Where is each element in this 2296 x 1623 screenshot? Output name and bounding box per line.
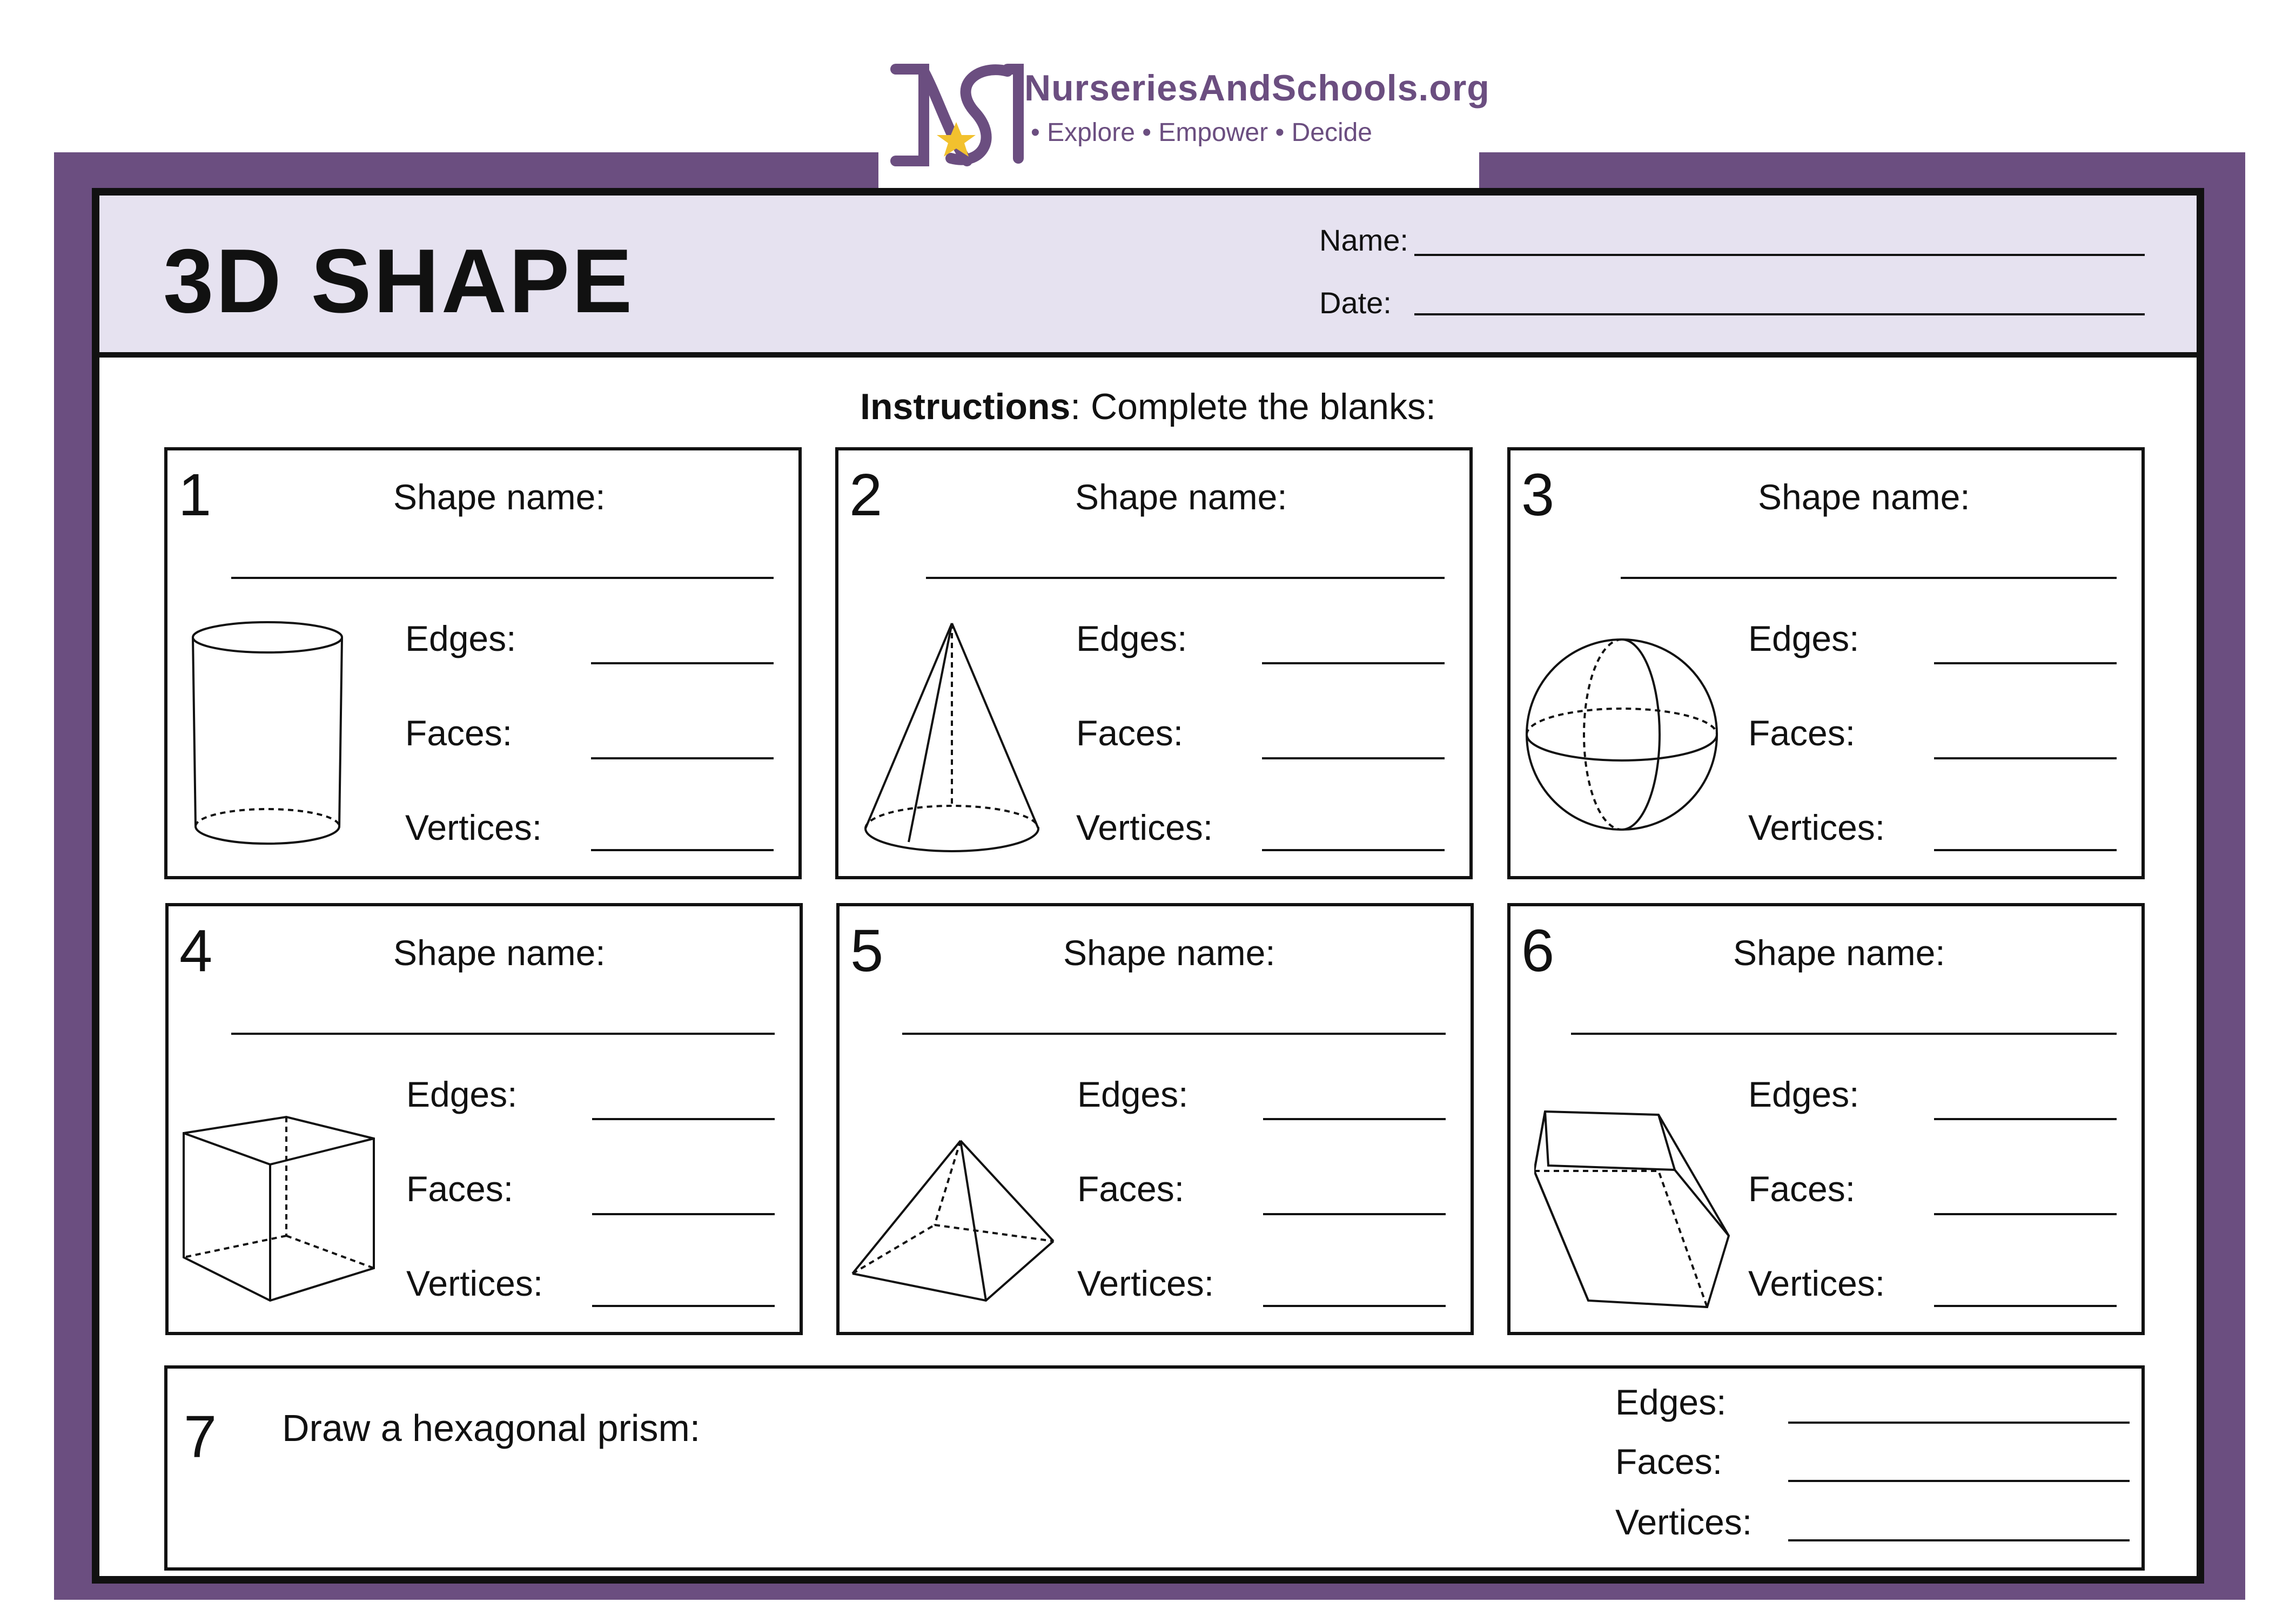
- task-card-7: [164, 1365, 2145, 1571]
- logo-tagline: • Explore • Empower • Decide: [1031, 118, 1372, 147]
- vertices-label: Vertices:: [406, 1263, 543, 1303]
- page-title: 3D SHAPE: [163, 230, 635, 332]
- vertices-label: Vertices:: [1076, 807, 1213, 847]
- vertices-field[interactable]: [591, 849, 774, 851]
- edges-label: Edges:: [1615, 1382, 1727, 1422]
- logo-text: NurseriesAndSchools.org: [1024, 68, 1490, 109]
- faces-field[interactable]: [591, 757, 774, 759]
- vertices-field[interactable]: [592, 1305, 775, 1307]
- faces-field[interactable]: [1934, 757, 2117, 759]
- faces-field[interactable]: [1788, 1480, 2130, 1482]
- vertices-label: Vertices:: [1077, 1263, 1214, 1303]
- shape-name-field[interactable]: [231, 577, 774, 579]
- draw-prompt: Draw a hexagonal prism:: [282, 1407, 701, 1449]
- shape-card-4: [165, 903, 803, 1335]
- card-number: 3: [1521, 462, 1555, 528]
- vertices-field[interactable]: [1934, 1305, 2117, 1307]
- card-number: 2: [849, 462, 883, 528]
- date-label: Date:: [1319, 286, 1392, 320]
- instructions-bold: Instructions: [860, 386, 1071, 427]
- rectangular-prism-icon: [1534, 1106, 1740, 1317]
- sphere-icon: [1521, 634, 1727, 839]
- faces-label: Faces:: [406, 1169, 514, 1209]
- card-number: 7: [184, 1404, 217, 1470]
- faces-field[interactable]: [1262, 757, 1445, 759]
- vertices-label: Vertices:: [405, 807, 542, 847]
- shape-card-6: [1507, 903, 2145, 1335]
- vertices-field[interactable]: [1262, 849, 1445, 851]
- cube-icon: [179, 1112, 385, 1317]
- faces-label: Faces:: [1076, 713, 1184, 753]
- shape-card-2: [835, 447, 1473, 879]
- worksheet: [92, 188, 2204, 1584]
- edges-field[interactable]: [1263, 1118, 1446, 1120]
- cylinder-icon: [189, 612, 346, 856]
- edges-field[interactable]: [1934, 1118, 2117, 1120]
- edges-field[interactable]: [1934, 662, 2117, 664]
- vertices-label: Vertices:: [1748, 807, 1885, 847]
- shape-card-3: [1507, 447, 2145, 879]
- shape-name-field[interactable]: [926, 577, 1445, 579]
- instructions-text: : Complete the blanks:: [1070, 386, 1436, 427]
- faces-label: Faces:: [1748, 1169, 1856, 1209]
- edges-label: Edges:: [1076, 618, 1187, 658]
- vertices-field[interactable]: [1934, 849, 2117, 851]
- edges-field[interactable]: [1788, 1422, 2130, 1424]
- shape-name-field[interactable]: [1621, 577, 2117, 579]
- shape-name-label: Shape name:: [1063, 933, 1275, 973]
- shape-name-field[interactable]: [1571, 1033, 2117, 1035]
- faces-label: Faces:: [1615, 1442, 1723, 1481]
- faces-field[interactable]: [592, 1213, 775, 1215]
- vertices-label: Vertices:: [1748, 1263, 1885, 1303]
- vertices-field[interactable]: [1788, 1539, 2130, 1541]
- name-label: Name:: [1319, 223, 1408, 257]
- shape-name-label: Shape name:: [393, 477, 606, 517]
- edges-label: Edges:: [405, 618, 516, 658]
- edges-field[interactable]: [1262, 662, 1445, 664]
- edges-field[interactable]: [592, 1118, 775, 1120]
- shape-name-label: Shape name:: [1075, 477, 1287, 517]
- edges-label: Edges:: [406, 1074, 518, 1114]
- name-field[interactable]: [1414, 254, 2145, 256]
- faces-label: Faces:: [1077, 1169, 1185, 1209]
- shape-name-label: Shape name:: [1758, 477, 1970, 517]
- faces-label: Faces:: [405, 713, 513, 753]
- shape-name-field[interactable]: [231, 1033, 775, 1035]
- shape-name-field[interactable]: [902, 1033, 1446, 1035]
- edges-label: Edges:: [1748, 618, 1859, 658]
- edges-label: Edges:: [1748, 1074, 1859, 1114]
- faces-field[interactable]: [1263, 1213, 1446, 1215]
- edges-label: Edges:: [1077, 1074, 1189, 1114]
- edges-field[interactable]: [591, 662, 774, 664]
- header: [99, 196, 2197, 358]
- instructions: [99, 386, 2197, 428]
- faces-label: Faces:: [1748, 713, 1856, 753]
- vertices-field[interactable]: [1263, 1305, 1446, 1307]
- date-field[interactable]: [1414, 313, 2145, 315]
- card-number: 1: [178, 462, 212, 528]
- square-pyramid-icon: [848, 1133, 1064, 1317]
- card-number: 4: [179, 918, 213, 984]
- cone-icon: [860, 612, 1044, 866]
- shape-card-1: [164, 447, 802, 879]
- faces-field[interactable]: [1934, 1213, 2117, 1215]
- shape-name-label: Shape name:: [393, 933, 606, 973]
- vertices-label: Vertices:: [1615, 1502, 1753, 1542]
- shape-name-label: Shape name:: [1733, 933, 1945, 973]
- card-number: 5: [850, 918, 884, 984]
- shape-card-5: [836, 903, 1474, 1335]
- card-number: 6: [1521, 918, 1555, 984]
